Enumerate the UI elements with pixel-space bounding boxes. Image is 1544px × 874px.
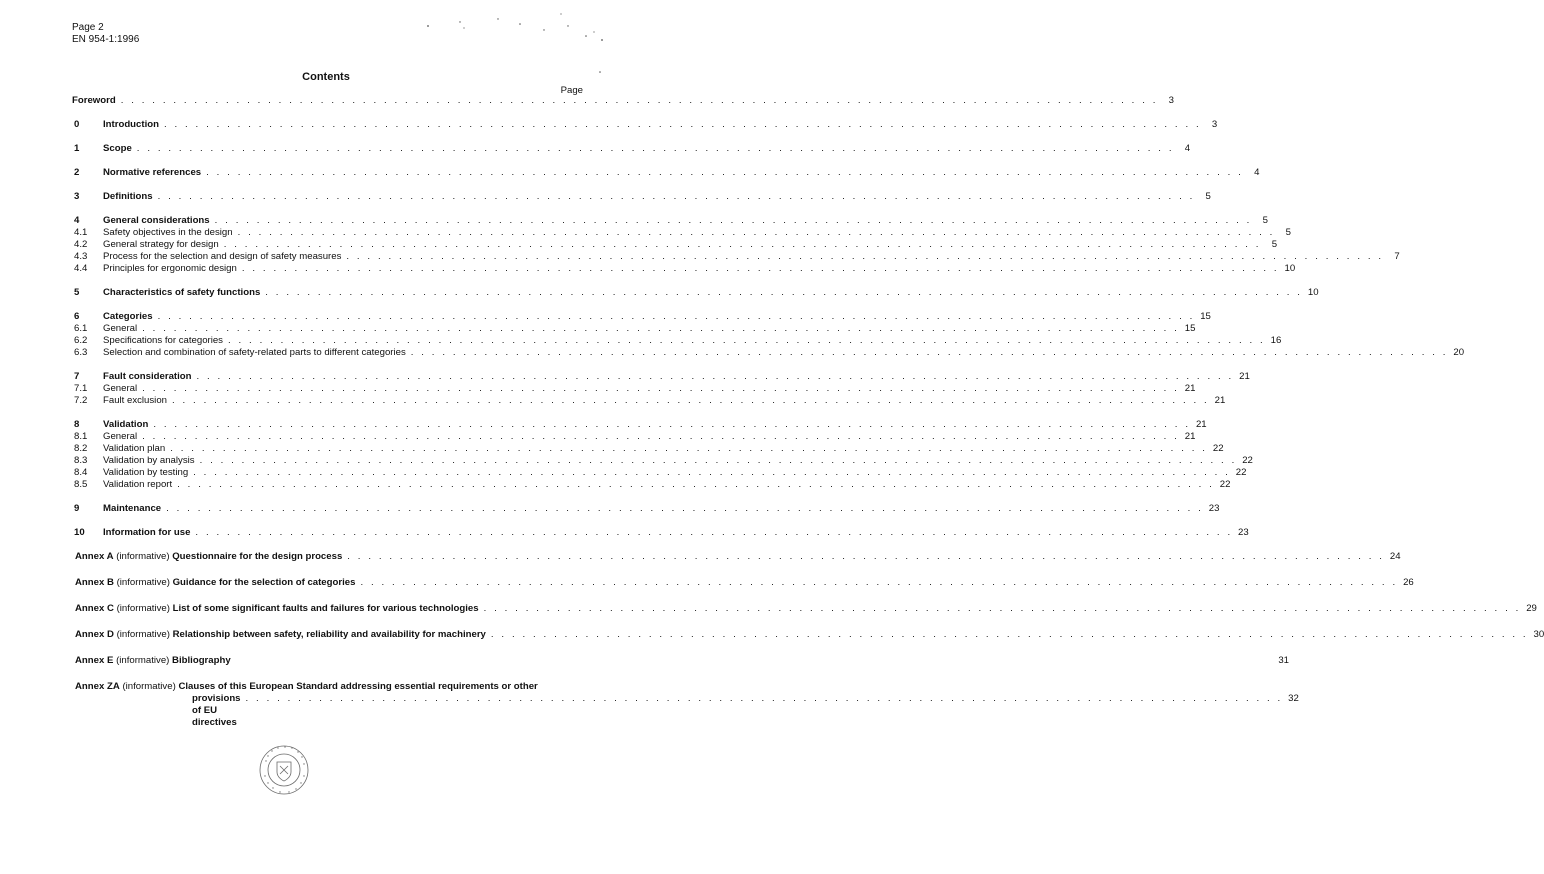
toc-label: General <box>103 431 138 442</box>
toc-page: 21 <box>1239 371 1250 382</box>
toc-number: 7.2 <box>74 395 88 406</box>
toc-number: 8.3 <box>74 455 88 466</box>
toc-page: 16 <box>1270 335 1282 346</box>
toc-label: Validation <box>103 419 149 430</box>
toc-entry-4-1[interactable]: 4.1 Safety objectives in the design . . . . . . . . . . . . . . . . . . . . . . . . . . . . . . . . . . . . . . . . . . . . . . . . . . . . . . . . . . . . . . . . . . . . . . . . . . . . . . . . . . . . . . . . . . . . . . . . . . . 5 <box>74 227 1291 238</box>
toc-number: 6.3 <box>74 347 88 358</box>
toc-label: Fault exclusion <box>103 395 167 406</box>
toc-label: Foreword <box>72 95 116 106</box>
toc-entry-8-1[interactable]: 8.1 General . . . . . . . . . . . . . . . . . . . . . . . . . . . . . . . . . . . . . . . . . . . . . . . . . . . . . . . . . . . . . . . . . . . . . . . . . . . . . . . . . . . . . . . . . . . . . . . . . . . 21 <box>74 431 1196 442</box>
toc-label: Information for use <box>103 527 191 538</box>
toc-page: 31 <box>1278 655 1289 666</box>
toc-entry-annex-za-continued[interactable]: provisions of EU directives . . . . . . . . . . . . . . . . . . . . . . . . . . . . . . . . . . . . . . . . . . . . . . . . . . . . . . . . . . . . . . . . . . . . . . . . . . . . . . . . . . . . . . . . . . . . . . . . . . . 32 <box>192 693 1299 728</box>
toc-label: Scope <box>103 143 132 154</box>
toc-page: 21 <box>1195 419 1207 430</box>
toc-entry-4-3[interactable]: 4.3 Process for the selection and design of safety measures . . . . . . . . . . . . . . . . . . . . . . . . . . . . . . . . . . . . . . . . . . . . . . . . . . . . . . . . . . . . . . . . . . . . . . . . . . . . . . . . . . . . . . . . . . . . . . . . . . . 7 <box>74 251 1400 262</box>
toc-entry-foreword[interactable]: Foreword . . . . . . . . . . . . . . . . . . . . . . . . . . . . . . . . . . . . . . . . . . . . . . . . . . . . . . . . . . . . . . . . . . . . . . . . . . . . . . . . . . . . . . . . . . . . . . . . . . . 3 <box>72 95 1175 106</box>
toc-number: 4 <box>74 215 80 226</box>
toc-entry-categories[interactable]: 6 Categories . . . . . . . . . . . . . . . . . . . . . . . . . . . . . . . . . . . . . . . . . . . . . . . . . . . . . . . . . . . . . . . . . . . . . . . . . . . . . . . . . . . . . . . . . . . . . . . . . . . 15 <box>74 311 1211 322</box>
toc-number: 0 <box>74 119 80 130</box>
toc-label: Normative references <box>103 167 202 178</box>
toc-number: 4.4 <box>74 263 88 274</box>
toc-label: Validation by testing <box>103 467 189 478</box>
toc-page: 4 <box>1254 167 1260 178</box>
toc-number: 8.1 <box>74 431 88 442</box>
toc-entry-4-2[interactable]: 4.2 General strategy for design . . . . . . . . . . . . . . . . . . . . . . . . . . . . . . . . . . . . . . . . . . . . . . . . . . . . . . . . . . . . . . . . . . . . . . . . . . . . . . . . . . . . . . . . . . . . . . . . . . . 5 <box>74 239 1278 250</box>
toc-page: 24 <box>1389 551 1401 562</box>
toc-entry-validation[interactable]: 8 Validation . . . . . . . . . . . . . . . . . . . . . . . . . . . . . . . . . . . . . . . . . . . . . . . . . . . . . . . . . . . . . . . . . . . . . . . . . . . . . . . . . . . . . . . . . . . . . . . . . . . 21 <box>74 419 1207 430</box>
toc-number: 6 <box>74 311 80 322</box>
toc-label: Principles for ergonomic design <box>103 263 237 274</box>
toc-page: 10 <box>1284 263 1296 274</box>
toc-page: 5 <box>1271 239 1278 250</box>
toc-number: 7 <box>74 371 80 382</box>
toc-entry-6-3[interactable]: 6.3 Selection and combination of safety-related parts to different categories . . . . . . . . . . . . . . . . . . . . . . . . . . . . . . . . . . . . . . . . . . . . . . . . . . . . . . . . . . . . . . . . . . . . . . . . . . . . . . . . . . . . . . . . . . . . . . . . . . . 20 <box>74 347 1465 358</box>
toc-entry-6-1[interactable]: 6.1 General . . . . . . . . . . . . . . . . . . . . . . . . . . . . . . . . . . . . . . . . . . . . . . . . . . . . . . . . . . . . . . . . . . . . . . . . . . . . . . . . . . . . . . . . . . . . . . . . . . . 15 <box>74 323 1196 334</box>
toc-page: 29 <box>1526 603 1537 614</box>
toc-page: 5 <box>1205 191 1211 202</box>
toc-label: Safety objectives in the design <box>103 227 233 238</box>
page-header <box>72 22 139 46</box>
toc-number: 10 <box>74 527 85 538</box>
toc-label: Characteristics of safety functions <box>103 287 261 298</box>
toc-page: 22 <box>1242 455 1253 466</box>
toc-number: 9 <box>74 503 80 514</box>
toc-label: Annex D (informative) Relationship between safety, reliability and availability for machinery <box>75 629 486 640</box>
toc-label: Definitions <box>103 191 153 202</box>
toc-entry-general-considerations[interactable]: 4 General considerations . . . . . . . . . . . . . . . . . . . . . . . . . . . . . . . . . . . . . . . . . . . . . . . . . . . . . . . . . . . . . . . . . . . . . . . . . . . . . . . . . . . . . . . . . . . . . . . . . . . 5 <box>74 215 1268 226</box>
toc-number: 2 <box>74 167 80 178</box>
toc-number: 1 <box>74 143 80 154</box>
toc-label: General strategy for design <box>103 239 219 250</box>
toc-page: 5 <box>1262 215 1268 226</box>
toc-label: Annex C (informative) List of some significant faults and failures for various technologies <box>75 603 479 614</box>
toc-label: General <box>103 383 138 394</box>
toc-entry-7-2[interactable]: 7.2 Fault exclusion . . . . . . . . . . . . . . . . . . . . . . . . . . . . . . . . . . . . . . . . . . . . . . . . . . . . . . . . . . . . . . . . . . . . . . . . . . . . . . . . . . . . . . . . . . . . . . . . . . . 21 <box>74 395 1226 406</box>
toc-page: 3 <box>1211 119 1218 130</box>
toc-number: 8 <box>74 419 80 430</box>
standard-number: EN 954-1:1996 <box>72 34 140 45</box>
toc-page: 23 <box>1208 503 1220 514</box>
toc-number: 4.2 <box>74 239 88 250</box>
toc-entry-8-3[interactable]: 8.3 Validation by analysis . . . . . . . . . . . . . . . . . . . . . . . . . . . . . . . . . . . . . . . . . . . . . . . . . . . . . . . . . . . . . . . . . . . . . . . . . . . . . . . . . . . . . . . . . . . . . . . . . . . 22 <box>74 455 1253 466</box>
toc-page: 3 <box>1168 95 1175 106</box>
toc-number: 4.1 <box>74 227 88 238</box>
toc-entry-annex-d[interactable]: Annex D (informative) Relationship between safety, reliability and availability for machinery . . . . . . . . . . . . . . . . . . . . . . . . . . . . . . . . . . . . . . . . . . . . . . . . . . . . . . . . . . . . . . . . . . . . . . . . . . . . . . . . . . . . . . . . . . . . . . . . . . . 30 <box>75 629 1544 640</box>
toc-number: 8.2 <box>74 443 88 454</box>
toc-page: 22 <box>1212 443 1224 454</box>
page-column-label: Page <box>560 85 583 96</box>
toc-label: Validation by analysis <box>103 455 195 466</box>
toc-page: 7 <box>1394 251 1400 262</box>
toc-entry-4-4[interactable]: 4.4 Principles for ergonomic design . . . . . . . . . . . . . . . . . . . . . . . . . . . . . . . . . . . . . . . . . . . . . . . . . . . . . . . . . . . . . . . . . . . . . . . . . . . . . . . . . . . . . . . . . . . . . . . . . . . 10 <box>74 263 1296 274</box>
toc-entry-fault-consideration[interactable]: 7 Fault consideration . . . . . . . . . . . . . . . . . . . . . . . . . . . . . . . . . . . . . . . . . . . . . . . . . . . . . . . . . . . . . . . . . . . . . . . . . . . . . . . . . . . . . . . . . . . . . . . . . . . 21 <box>74 371 1250 382</box>
toc-label: Specifications for categories <box>103 335 223 346</box>
toc-page: 22 <box>1219 479 1231 490</box>
toc-number: 8.5 <box>74 479 88 490</box>
toc-entry-maintenance[interactable]: 9 Maintenance . . . . . . . . . . . . . . . . . . . . . . . . . . . . . . . . . . . . . . . . . . . . . . . . . . . . . . . . . . . . . . . . . . . . . . . . . . . . . . . . . . . . . . . . . . . . . . . . . . . 23 <box>74 503 1220 514</box>
toc-number: 6.2 <box>74 335 88 346</box>
toc-label: Validation report <box>103 479 173 490</box>
toc-label: Validation plan <box>103 443 166 454</box>
scan-specks <box>420 10 610 80</box>
toc-label: Categories <box>103 311 153 322</box>
library-seal-stamp <box>258 743 310 799</box>
toc-number: 6.1 <box>74 323 88 334</box>
toc-label: General considerations <box>103 215 210 226</box>
toc-label: Selection and combination of safety-related parts to different categories <box>103 347 406 358</box>
toc-entry-normative-references[interactable]: 2 Normative references . . . . . . . . . . . . . . . . . . . . . . . . . . . . . . . . . . . . . . . . . . . . . . . . . . . . . . . . . . . . . . . . . . . . . . . . . . . . . . . . . . . . . . . . . . . . . . . . . . . 4 <box>74 167 1260 178</box>
toc-entry-information-for-use[interactable]: 10 Information for use . . . . . . . . . . . . . . . . . . . . . . . . . . . . . . . . . . . . . . . . . . . . . . . . . . . . . . . . . . . . . . . . . . . . . . . . . . . . . . . . . . . . . . . . . . . . . . . . . . . 23 <box>74 527 1249 538</box>
toc-number: 7.1 <box>74 383 88 394</box>
toc-label: Process for the selection and design of safety measures <box>103 251 342 262</box>
toc-entry-annex-e[interactable] <box>75 655 1289 667</box>
toc-page: 10 <box>1307 287 1319 298</box>
table-of-contents <box>72 95 1544 728</box>
toc-entry-6-2[interactable]: 6.2 Specifications for categories . . . . . . . . . . . . . . . . . . . . . . . . . . . . . . . . . . . . . . . . . . . . . . . . . . . . . . . . . . . . . . . . . . . . . . . . . . . . . . . . . . . . . . . . . . . . . . . . . . . 16 <box>74 335 1282 346</box>
toc-number: 4.3 <box>74 251 88 262</box>
page-number: Page 2 <box>72 22 104 33</box>
toc-entry-8-5[interactable]: 8.5 Validation report . . . . . . . . . . . . . . . . . . . . . . . . . . . . . . . . . . . . . . . . . . . . . . . . . . . . . . . . . . . . . . . . . . . . . . . . . . . . . . . . . . . . . . . . . . . . . . . . . . . 22 <box>74 479 1231 490</box>
toc-page: 21 <box>1184 431 1196 442</box>
page-title: Contents <box>302 71 350 83</box>
toc-entry-characteristics[interactable]: 5 Characteristics of safety functions . . . . . . . . . . . . . . . . . . . . . . . . . . . . . . . . . . . . . . . . . . . . . . . . . . . . . . . . . . . . . . . . . . . . . . . . . . . . . . . . . . . . . . . . . . . . . . . . . . . 10 <box>74 287 1319 298</box>
toc-page: 15 <box>1200 311 1211 322</box>
toc-page: 5 <box>1285 227 1291 238</box>
toc-entry-annex-c[interactable]: Annex C (informative) List of some significant faults and failures for various technologies . . . . . . . . . . . . . . . . . . . . . . . . . . . . . . . . . . . . . . . . . . . . . . . . . . . . . . . . . . . . . . . . . . . . . . . . . . . . . . . . . . . . . . . . . . . . . . . . . . . 29 <box>75 603 1537 614</box>
toc-page: 30 <box>1533 629 1544 640</box>
toc-label: Maintenance <box>103 503 162 514</box>
toc-label: Introduction <box>103 119 159 130</box>
toc-label: Annex A (informative) Questionnaire for the design process <box>75 551 343 562</box>
toc-page: 26 <box>1403 577 1414 588</box>
toc-page: 21 <box>1214 395 1226 406</box>
toc-page: 20 <box>1453 347 1465 358</box>
toc-entry-introduction[interactable]: 0 Introduction . . . . . . . . . . . . . . . . . . . . . . . . . . . . . . . . . . . . . . . . . . . . . . . . . . . . . . . . . . . . . . . . . . . . . . . . . . . . . . . . . . . . . . . . . . . . . . . . . . . 3 <box>74 119 1218 130</box>
toc-page: 15 <box>1184 323 1196 334</box>
toc-label: Fault consideration <box>103 371 192 382</box>
toc-page: 21 <box>1184 383 1196 394</box>
toc-entry-annex-za[interactable] <box>75 681 584 693</box>
toc-entry-7-1[interactable]: 7.1 General . . . . . . . . . . . . . . . . . . . . . . . . . . . . . . . . . . . . . . . . . . . . . . . . . . . . . . . . . . . . . . . . . . . . . . . . . . . . . . . . . . . . . . . . . . . . . . . . . . . 21 <box>74 383 1196 394</box>
toc-entry-scope[interactable]: 1 Scope . . . . . . . . . . . . . . . . . . . . . . . . . . . . . . . . . . . . . . . . . . . . . . . . . . . . . . . . . . . . . . . . . . . . . . . . . . . . . . . . . . . . . . . . . . . . . . . . . . . 4 <box>74 143 1191 154</box>
toc-label: General <box>103 323 138 334</box>
toc-page: 32 <box>1288 693 1299 704</box>
toc-page: 22 <box>1235 467 1247 478</box>
toc-label: provisions of EU directives <box>192 693 241 728</box>
toc-entry-annex-b[interactable]: Annex B (informative) Guidance for the selection of categories . . . . . . . . . . . . . . . . . . . . . . . . . . . . . . . . . . . . . . . . . . . . . . . . . . . . . . . . . . . . . . . . . . . . . . . . . . . . . . . . . . . . . . . . . . . . . . . . . . . 26 <box>75 577 1414 588</box>
toc-entry-annex-a[interactable]: Annex A (informative) Questionnaire for the design process . . . . . . . . . . . . . . . . . . . . . . . . . . . . . . . . . . . . . . . . . . . . . . . . . . . . . . . . . . . . . . . . . . . . . . . . . . . . . . . . . . . . . . . . . . . . . . . . . . . 24 <box>75 551 1401 562</box>
toc-label: Annex ZA (informative) Clauses of this European Standard addressing essential requirements or other <box>75 681 538 692</box>
toc-number: 3 <box>74 191 80 202</box>
toc-label: Annex E (informative) Bibliography <box>75 655 231 666</box>
toc-page: 4 <box>1184 143 1191 154</box>
toc-entry-definitions[interactable]: 3 Definitions . . . . . . . . . . . . . . . . . . . . . . . . . . . . . . . . . . . . . . . . . . . . . . . . . . . . . . . . . . . . . . . . . . . . . . . . . . . . . . . . . . . . . . . . . . . . . . . . . . . 5 <box>74 191 1211 202</box>
toc-entry-8-2[interactable]: 8.2 Validation plan . . . . . . . . . . . . . . . . . . . . . . . . . . . . . . . . . . . . . . . . . . . . . . . . . . . . . . . . . . . . . . . . . . . . . . . . . . . . . . . . . . . . . . . . . . . . . . . . . . . 22 <box>74 443 1224 454</box>
toc-entry-8-4[interactable]: 8.4 Validation by testing . . . . . . . . . . . . . . . . . . . . . . . . . . . . . . . . . . . . . . . . . . . . . . . . . . . . . . . . . . . . . . . . . . . . . . . . . . . . . . . . . . . . . . . . . . . . . . . . . . . 22 <box>74 467 1247 478</box>
toc-page: 23 <box>1238 527 1249 538</box>
toc-number: 5 <box>74 287 80 298</box>
toc-label: Annex B (informative) Guidance for the selection of categories <box>75 577 356 588</box>
toc-number: 8.4 <box>74 467 88 478</box>
